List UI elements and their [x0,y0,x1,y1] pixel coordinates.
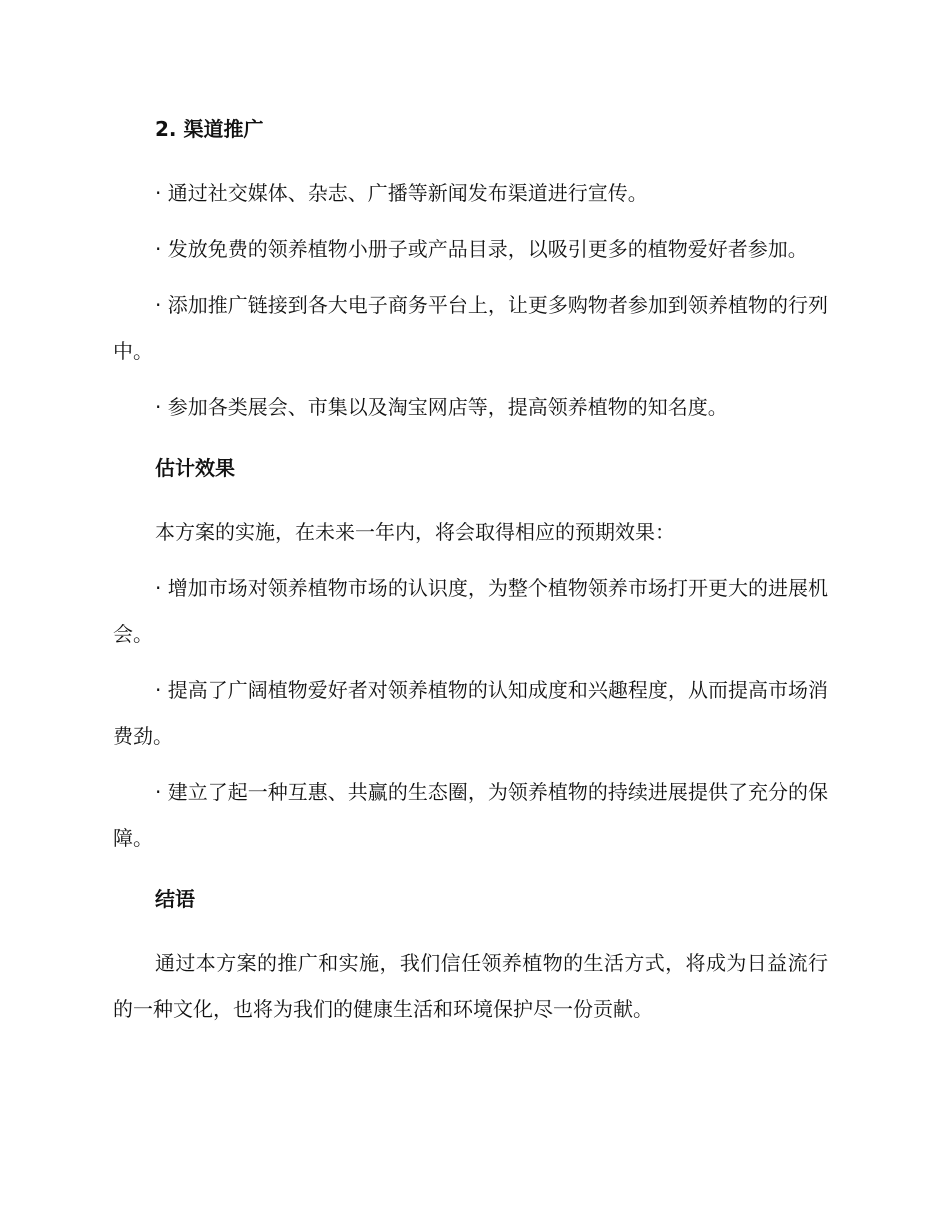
document-body [113,112,828,1032]
paragraph-consumer-interest: · 提高了广阔植物爱好者对领养植物的认知成度和兴趣程度，从而提高市场消费劲。 [113,678,828,748]
paragraph-market-awareness: · 增加市场对领养植物市场的认识度，为整个植物领养市场打开更大的进展机会。 [113,576,828,646]
paragraph-effect-intro: 本方案的实施，在未来一年内，将会取得相应的预期效果： [155,520,675,544]
section-heading-channel-promotion: 2. 渠道推广 [155,117,264,141]
section-heading-expected-effect: 估计效果 [155,456,235,480]
paragraph-ecosystem: · 建立了起一种互惠、共赢的生态圈，为领养植物的持续进展提供了充分的保障。 [113,780,828,850]
section-heading-conclusion: 结语 [155,887,195,911]
paragraph-ecommerce-links: · 添加推广链接到各大电子商务平台上，让更多购物者参加到领养植物的行列中。 [113,293,828,363]
paragraph-exhibitions: · 参加各类展会、市集以及淘宝网店等，提高领养植物的知名度。 [155,395,728,419]
paragraph-conclusion: 通过本方案的推广和实施，我们信任领养植物的生活方式，将成为日益流行的一种文化，也将为我们的健康生活和环境保护尽一份贡献。 [113,951,828,1021]
paragraph-social-media: · 通过社交媒体、杂志、广播等新闻发布渠道进行宣传。 [155,181,648,205]
paragraph-free-brochure: · 发放免费的领养植物小册子或产品目录，以吸引更多的植物爱好者参加。 [155,237,808,261]
